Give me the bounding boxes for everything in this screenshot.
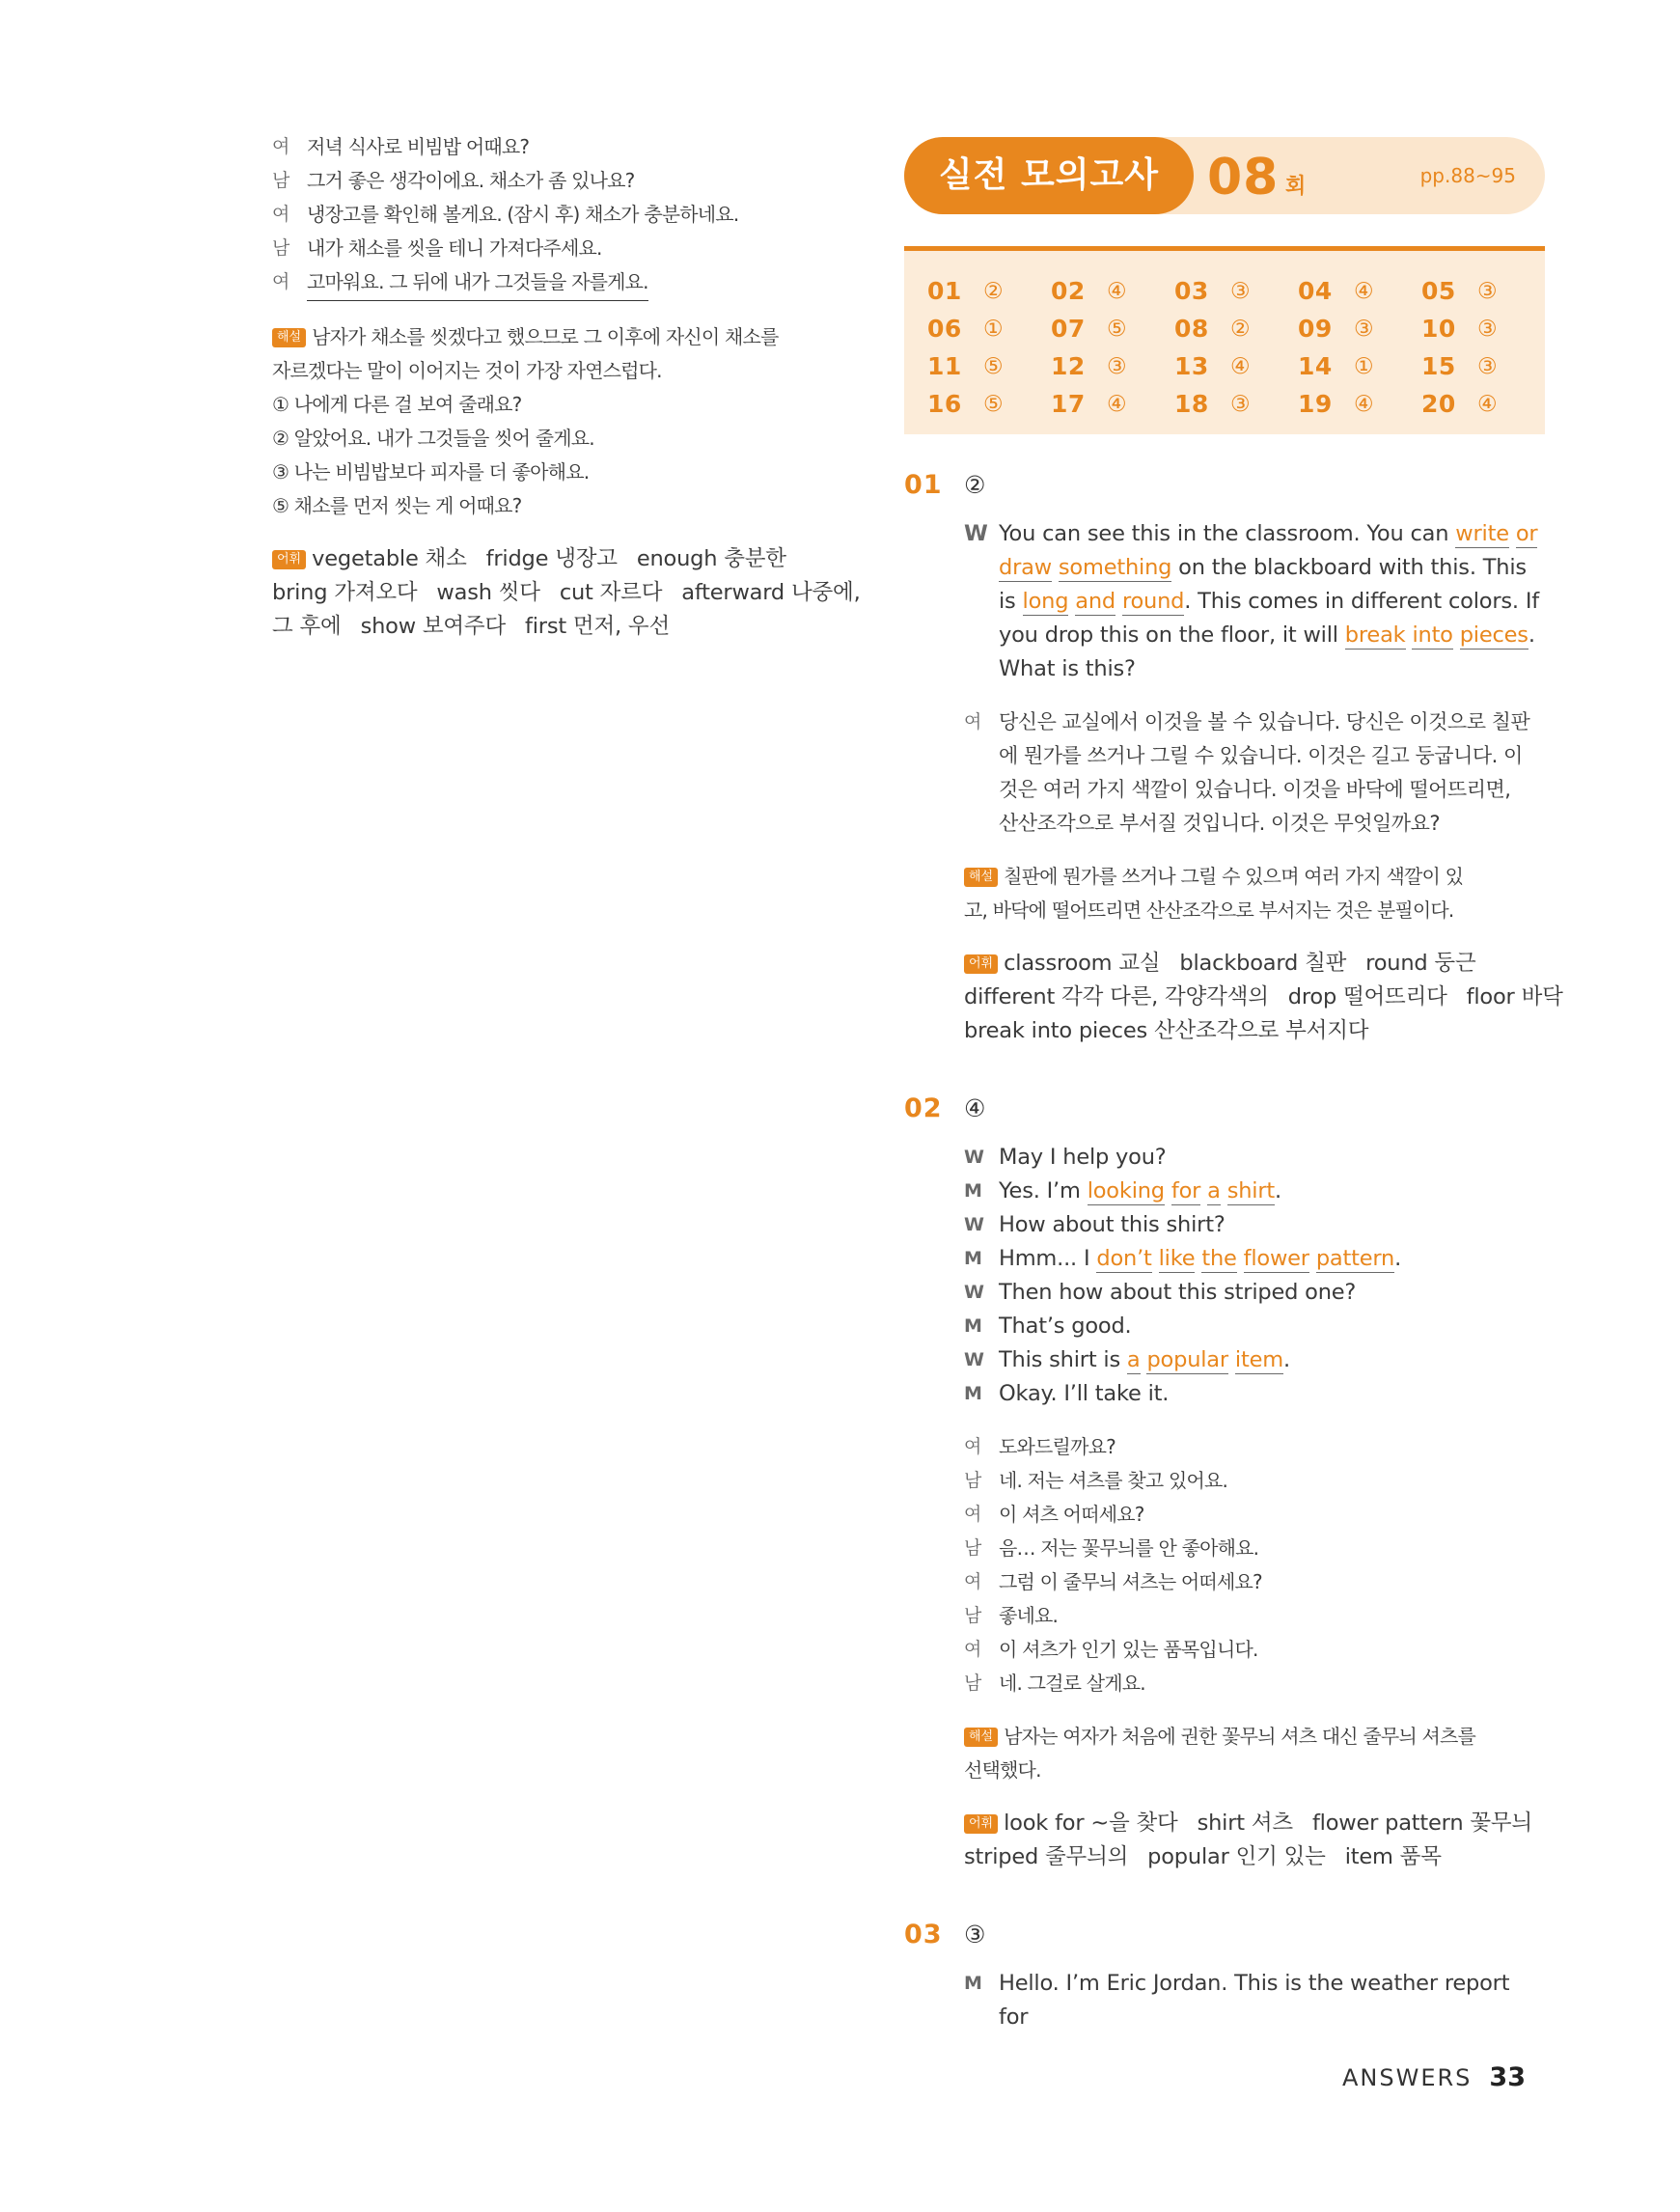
answer-cell: 14 ① — [1298, 352, 1374, 380]
footer-label: ANSWERS — [1342, 2064, 1473, 2091]
answer-cell: 08 ② — [1174, 315, 1251, 343]
dialogue-line: 여 이 셔츠 어떠세요? — [964, 1503, 1144, 1526]
dialogue-line: W This shirt is a popular item. — [964, 1347, 1290, 1372]
script-korean — [964, 1430, 1545, 1700]
question-header: 02 ④ — [904, 1092, 986, 1123]
right-column — [904, 137, 1563, 2034]
question-03 — [904, 1915, 1545, 2034]
dialogue-line: W How about this shirt? — [964, 1212, 1226, 1237]
script-english — [964, 1141, 1545, 1411]
explanation: 해설 남자가 채소를 씻겠다고 했으므로 그 이후에 자신이 채소를 자르겠다는 말이 이어지는 것이 가장 자연스럽다. ① 나에게 다른 걸 보여 줄래요? ② 알았어요. 내가 그것들을 씻어 줄게요. ③ 나는 비빔밥보다 피자를 더 좋아해요. ⑤ 채소를 먼저 씻는 게 어때요? — [272, 320, 851, 523]
banner-title: 실전 모의고사 — [904, 137, 1194, 214]
answer-cell: 15 ③ — [1421, 352, 1498, 380]
dialogue-line: M That’s good. — [964, 1313, 1132, 1339]
answer-cell: 05 ③ — [1421, 277, 1498, 305]
dialogue-line: 여 그럼 이 줄무늬 셔츠는 어떠세요? — [964, 1570, 1262, 1593]
answer-cell: 09 ③ — [1298, 315, 1374, 343]
dialogue-line: 여 고마워요. 그 뒤에 내가 그것들을 자를게요. — [272, 265, 851, 301]
dialogue-line: M Okay. I’ll take it. — [964, 1381, 1170, 1406]
answer-cell: 17 ④ — [1051, 390, 1127, 418]
answer-row — [927, 272, 1545, 310]
option-line: ③ 나는 비빔밥보다 피자를 더 좋아해요. — [272, 460, 590, 484]
answer-cell: 02 ④ — [1051, 277, 1127, 305]
answer-cell: 12 ③ — [1051, 352, 1127, 380]
dialogue-line: 남 음… 저는 꽃무늬를 안 좋아해요. — [964, 1536, 1259, 1560]
dialogue-line: M Hello. I’m Eric Jordan. This is the weather report for — [964, 1971, 1510, 2030]
answer-row — [927, 310, 1545, 347]
explanation: 해설 남자는 여자가 처음에 권한 꽃무늬 셔츠 대신 줄무늬 셔츠를 선택했다. — [964, 1725, 1476, 1782]
left-column — [272, 130, 861, 644]
option-line: ② 알았어요. 내가 그것들을 씻어 줄게요. — [272, 427, 594, 450]
explanation-badge: 해설 — [964, 868, 998, 887]
dialogue-line: M Hmm... I don’t like the flower pattern. — [964, 1246, 1402, 1271]
test-number-suffix: 회 — [1285, 175, 1307, 199]
page-footer — [1342, 2062, 1526, 2092]
dialogue-korean — [272, 130, 851, 301]
answer-cell: 07 ⑤ — [1051, 315, 1127, 343]
dialogue-line: W Then how about this striped one? — [964, 1280, 1357, 1305]
question-header: 01 ② — [904, 469, 986, 500]
test-number: 08 — [1207, 149, 1280, 207]
answer-cell: 01 ② — [927, 277, 1004, 305]
script-english — [964, 1967, 1545, 2034]
question-header: 03 ③ — [904, 1919, 986, 1949]
answer-cell: 19 ④ — [1298, 390, 1374, 418]
answer-cell: 04 ④ — [1298, 277, 1374, 305]
vocabulary: 어휘 classroom 교실 blackboard 칠판 round 둥근 different 각각 다른, 각양각색의 drop 떨어뜨리다 floor 바닥 break into pieces 산산조각으로 부서지다 — [964, 951, 1563, 1043]
dialogue-line: 여 저녁 식사로 비빔밥 어때요? — [272, 135, 530, 158]
explanation-badge: 해설 — [272, 328, 306, 347]
option-line: ① 나에게 다른 걸 보여 줄래요? — [272, 393, 522, 416]
dialogue-line: 남 좋네요. — [964, 1604, 1059, 1627]
answer-cell: 20 ④ — [1421, 390, 1498, 418]
answer-row — [927, 347, 1545, 385]
script-korean: 여 당신은 교실에서 이것을 볼 수 있습니다. 당신은 이것으로 칠판 에 뭔가를 쓰거나 그릴 수 있습니다. 이것은 길고 둥굽니다. 이 것은 여러 가지 색깔이 있습니다. 이것을 바닥에 떨어뜨리면, 산산조각으로 부서질 것입니다. 이것은 무엇일까요? — [964, 710, 1530, 835]
dialogue-line: W May I help you? — [964, 1145, 1167, 1170]
dialogue-line: 여 도와드릴까요? — [964, 1435, 1115, 1458]
answer-cell: 13 ④ — [1174, 352, 1251, 380]
answer-cell: 06 ① — [927, 315, 1004, 343]
script-english: W You can see this in the classroom. You can write or draw something on the blackboard with this. This is long and round. This comes in different colors. If you drop this on the floor, it will break into pieces. What is this? — [964, 521, 1539, 681]
dialogue-line: 남 내가 채소를 씻을 테니 가져다주세요. — [272, 236, 602, 260]
dialogue-line: 여 이 셔츠가 인기 있는 품목입니다. — [964, 1638, 1258, 1661]
explanation: 해설 칠판에 뭔가를 쓰거나 그릴 수 있으며 여러 가지 색깔이 있 고, 바닥에 떨어뜨리면 산산조각으로 부서지는 것은 분필이다. — [964, 865, 1464, 922]
answer-cell: 16 ⑤ — [927, 390, 1004, 418]
dialogue-line: M Yes. I’m looking for a shirt. — [964, 1178, 1281, 1203]
dialogue-line: 여 냉장고를 확인해 볼게요. (잠시 후) 채소가 충분하네요. — [272, 203, 739, 226]
vocabulary: 어휘 vegetable 채소 fridge 냉장고 enough 충분한 bring 가져오다 wash 씻다 cut 자르다 afterward 나중에, 그 후에 show 보여주다 first 먼저, 우선 — [272, 546, 861, 639]
page-range: pp.88~95 — [1419, 164, 1516, 187]
page-number: 33 — [1489, 2062, 1526, 2092]
test-title-banner — [904, 137, 1545, 214]
dialogue-line: 남 네. 저는 셔츠를 찾고 있어요. — [964, 1469, 1228, 1492]
vocabulary-badge: 어휘 — [964, 1814, 998, 1834]
question-02 — [904, 1089, 1545, 1874]
vocabulary-badge: 어휘 — [272, 550, 306, 569]
answer-underline: 고마워요. 그 뒤에 내가 그것들을 자를게요. — [307, 265, 648, 301]
answer-cell: 18 ③ — [1174, 390, 1251, 418]
vocabulary-badge: 어휘 — [964, 954, 998, 974]
answer-cell: 03 ③ — [1174, 277, 1251, 305]
answer-cell: 10 ③ — [1421, 315, 1498, 343]
answer-row — [927, 385, 1545, 423]
dialogue-line: 남 네. 그걸로 살게요. — [964, 1672, 1145, 1695]
answer-key-grid — [904, 246, 1545, 434]
question-01 — [904, 465, 1563, 1048]
answer-cell: 11 ⑤ — [927, 352, 1004, 380]
explanation-badge: 해설 — [964, 1728, 998, 1747]
dialogue-line: 남 그거 좋은 생각이에요. 채소가 좀 있나요? — [272, 169, 635, 192]
vocabulary: 어휘 look for ~을 찾다 shirt 셔츠 flower pattern 꽃무늬 striped 줄무늬의 popular 인기 있는 item 품목 — [964, 1811, 1532, 1869]
option-line: ⑤ 채소를 먼저 씻는 게 어때요? — [272, 494, 522, 517]
